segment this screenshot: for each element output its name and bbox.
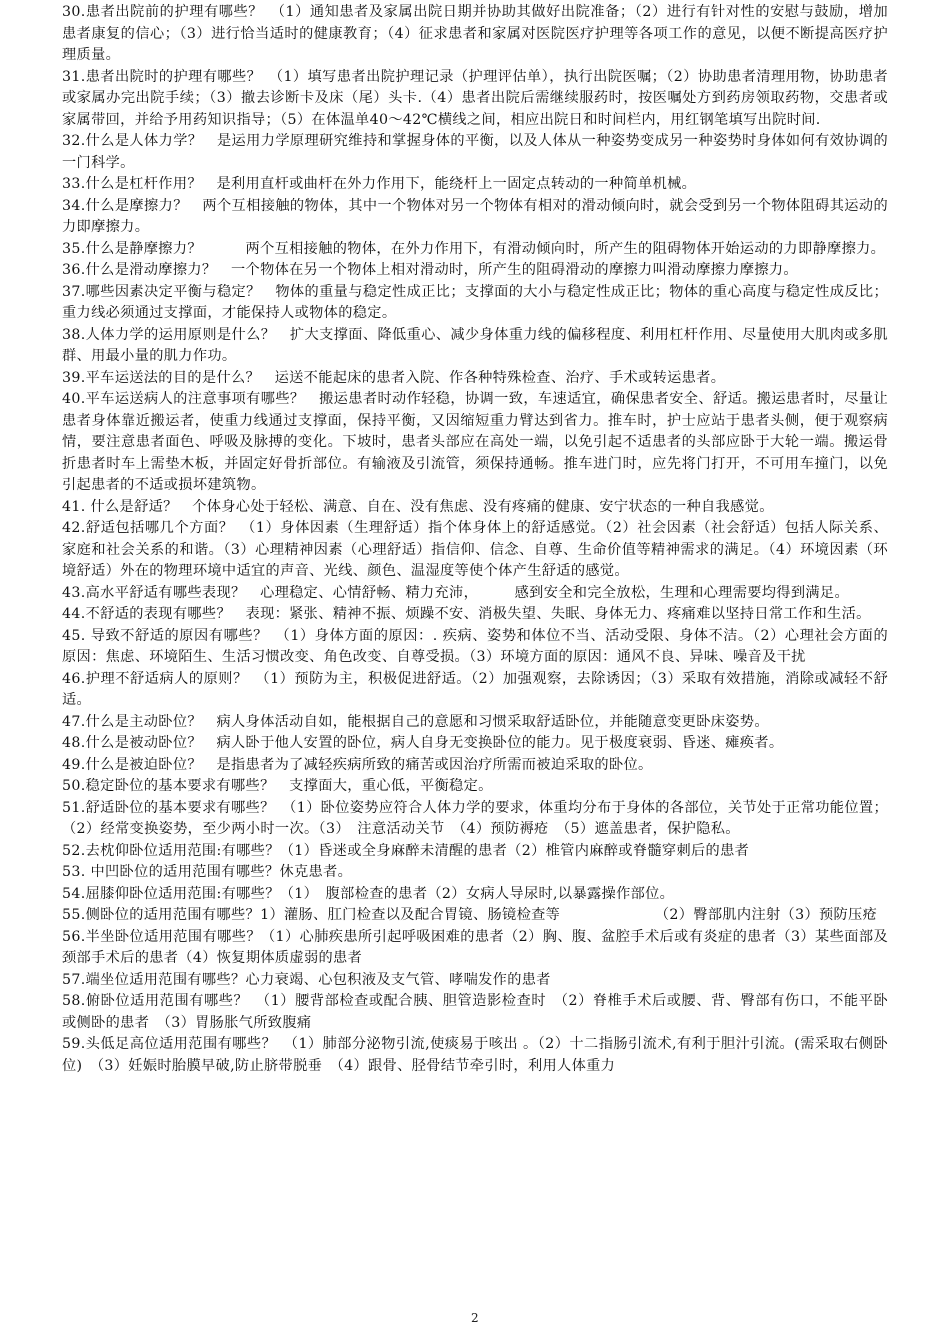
- qa-paragraph: 41. 什么是舒适？ 个体身心处于轻松、满意、自在、没有焦虑、没有疼痛的健康、安宁状态的一种自我感觉。: [62, 498, 774, 515]
- qa-paragraph: 39.平车运送法的目的是什么？ 运送不能起床的患者入院、作各种特殊检查、治疗、手术或转运患者。: [62, 369, 726, 386]
- qa-paragraph: 44.不舒适的表现有哪些？ 表现：紧张、精神不振、烦躁不安、消极失望、失眠、身体无力、疼痛难以坚持日常工作和生活。: [62, 606, 871, 622]
- qa-paragraph: 37.哪些因素决定平衡与稳定？ 物体的重量与稳定性成正比；支撑面的大小与稳定性成正比；物体的重心高度与稳定性成反比；重力线必须通过支撑面，才能保持人或物体的稳定。: [62, 283, 888, 321]
- qa-paragraph: 47.什么是主动卧位？ 病人身体活动自如，能根据自己的意愿和习惯采取舒适卧位，并能随意变更卧床姿势。: [62, 713, 769, 730]
- qa-paragraph: 50.稳定卧位的基本要求有哪些？ 支撑面大，重心低，平衡稳定。: [62, 778, 493, 794]
- qa-paragraph: 49.什么是被迫卧位？ 是指患者为了减轻疾病所致的痛苦或因治疗所需而被迫采取的卧位。: [62, 756, 653, 773]
- qa-paragraph: 43.高水平舒适有哪些表现？ 心理稳定、心情舒畅、精力充沛， 感到安全和完全放松，生理和心理需要均得到满足。: [62, 584, 850, 601]
- page-number: 2: [471, 1311, 479, 1325]
- qa-paragraph: 56.半坐卧位适用范围有哪些？（1）心肺疾患所引起呼吸困难的患者（2）胸、腹、盆腔手术后或有炎症的患者（3）某些面部及颈部手术后的患者（4）恢复期体质虚弱的患者: [62, 928, 888, 966]
- qa-paragraph: 35.什么是静摩擦力？ 两个互相接触的物体，在外力作用下，有滑动倾向时，所产生的阻碍物体开始运动的力即静摩擦力。: [62, 240, 886, 257]
- qa-paragraph: 31.患者出院时的护理有哪些？ （1）填写患者出院护理记录（护理评估单），执行出院医嘱；（2）协助患者清理用物，协助患者或家属办完出院手续；（3）撤去诊断卡及床（尾）头卡.（4）患者出院后需继续服药时，按医嘱处方到药房领取药物，交患者或家属带回，并给予用药知识指导；（5）在体温单40～42℃横线之间，相应出院日和时间栏内，用红钢笔填写出院时间.: [62, 68, 888, 128]
- qa-paragraph: 57.端坐位适用范围有哪些？心力衰竭、心包积液及支气管、哮喘发作的患者: [62, 971, 551, 988]
- document-body: [62, 2, 888, 1077]
- qa-paragraph: 54.屈膝仰卧位适用范围:有哪些？（1） 腹部检查的患者（2）女病人导尿时,以暴露操作部位。: [62, 885, 675, 902]
- qa-paragraph: 33.什么是杠杆作用？ 是利用直杆或曲杆在外力作用下，能绕杆上一固定点转动的一种简单机械。: [62, 176, 697, 192]
- qa-paragraph: 59.头低足高位适用范围有哪些？ （1）肺部分泌物引流,使痰易于咳出 。（2）十二指肠引流术,有利于胆汁引流。(需采取右侧卧位) （3）妊娠时胎膜早破,防止脐带脱垂 （4）跟骨、胫骨结节牵引时，利用人体重力: [62, 1036, 888, 1074]
- qa-paragraph: 34.什么是摩擦力？ 两个互相接触的物体，其中一个物体对另一个物体有相对的滑动倾向时，就会受到另一个物体阻碍其运动的力即摩擦力。: [62, 197, 888, 235]
- qa-paragraph: 40.平车运送病人的注意事项有哪些？ 搬运患者时动作轻稳，协调一致，车速适宜，确保患者安全、舒适。搬运患者时，尽量让患者身体靠近搬运者，使重力线通过支撑面，保持平衡，又因缩短重力臂达到省力。推车时，护士应站于患者头侧，便于观察病情，要注意患者面色、呼吸及脉搏的变化。下坡时，患者头部应在高处一端，以免引起不适患者的头部应卧于大轮一端。搬运骨折患者时车上需垫木板，并固定好骨折部位。有输液及引流管，须保持通畅。推车进门时，应先将门打开，不可用车撞门，以免引起患者的不适或损坏建筑物。: [62, 391, 888, 493]
- qa-paragraph: 51.舒适卧位的基本要求有哪些？ （1）卧位姿势应符合人体力学的要求，体重均分布于身体的各部位，关节处于正常功能位置；（2）经常变换姿势，至少两小时一次。（3） 注意活动关节 （4）预防褥疮 （5）遮盖患者，保护隐私。: [62, 799, 888, 837]
- qa-paragraph: 46.护理不舒适病人的原则？ （1）预防为主，积极促进舒适。（2）加强观察，去除诱因；（3）采取有效措施，消除或减轻不舒适。: [62, 670, 888, 708]
- qa-paragraph: 38.人体力学的运用原则是什么？ 扩大支撑面、降低重心、减少身体重力线的偏移程度、利用杠杆作用、尽量使用大肌肉或多肌群、用最小量的肌力作功。: [62, 326, 888, 364]
- qa-paragraph: 48.什么是被动卧位？ 病人卧于他人安置的卧位，病人自身无变换卧位的能力。见于极度衰弱、昏迷、瘫痪者。: [62, 735, 784, 751]
- qa-paragraph: 32.什么是人体力学？ 是运用力学原理研究维持和掌握身体的平衡，以及人体从一种姿势变成另一种姿势时身体如何有效协调的一门科学。: [62, 133, 888, 171]
- qa-paragraph: 58.俯卧位适用范围有哪些？ （1）腰背部检查或配合胰、胆管造影检查时 （2）脊椎手术后或腰、背、臀部有伤口，不能平卧或侧卧的患者 （3）胃肠胀气所致腹痛: [62, 993, 888, 1031]
- qa-paragraph: 53. 中凹卧位的适用范围有哪些？休克患者。: [62, 864, 353, 880]
- qa-paragraph: 36.什么是滑动摩擦力？ 一个物体在另一个物体上相对滑动时，所产生的阻碍滑动的摩擦力叫滑动摩擦力摩擦力。: [62, 262, 798, 278]
- qa-paragraph: 30.患者出院前的护理有哪些？ （1）通知患者及家属出院日期并协助其做好出院准备；（2）进行有针对性的安慰与鼓励，增加患者康复的信心；（3）进行恰当适时的健康教育；（4）征求患者和家属对医院医疗护理等各项工作的意见，以便不断提高医疗护理质量。: [62, 4, 888, 63]
- qa-paragraph: 42.舒适包括哪几个方面？ （1）身体因素（生理舒适）指个体身体上的舒适感觉。（2）社会因素（社会舒适）包括人际关系、家庭和社会关系的和谐。（3）心理精神因素（心理舒适）指信仰、信念、自尊、生命价值等精神需求的满足。（4）环境因素（环境舒适）外在的物理环境中适宜的声音、光线、颜色、温湿度等使个体产生舒适的感觉。: [62, 520, 888, 579]
- qa-paragraph: 52.去枕仰卧位适用范围:有哪些？（1）昏迷或全身麻醉未清醒的患者（2）椎管内麻醉或脊髓穿刺后的患者: [62, 842, 750, 859]
- qa-paragraph: 55.侧卧位的适用范围有哪些？1）灌肠、肛门检查以及配合胃镜、肠镜检查等 （2）臀部肌内注射（3）预防压疮: [62, 907, 878, 923]
- qa-paragraph: 45. 导致不舒适的原因有哪些？ （1）身体方面的原因：. 疾病、姿势和体位不当、活动受限、身体不洁。（2）心理社会方面的原因：焦虑、环境陌生、生活习惯改变、角色改变、自尊受损。（3）环境方面的原因：通风不良、异味、噪音及干扰: [62, 627, 888, 665]
